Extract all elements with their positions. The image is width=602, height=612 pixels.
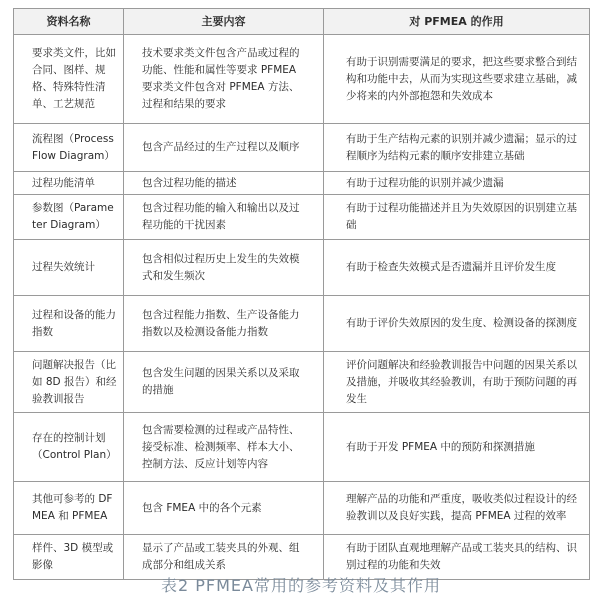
table-row [14, 296, 590, 352]
table-row [14, 124, 590, 172]
cell-content: 显示了产品或工装夹具的外观、组成部分和组成关系 [124, 535, 324, 580]
cell-content: 包含发生问题的因果关系以及采取的措施 [124, 352, 324, 413]
cell-effect: 有助于过程功能描述并且为失效原因的识别建立基础 [324, 195, 590, 240]
cell-effect: 有助于团队直观地理解产品或工装夹具的结构、识别过程的功能和失效 [324, 535, 590, 580]
cell-name: 存在的控制计划（Control Plan） [14, 413, 124, 482]
table-row [14, 172, 590, 195]
table-row [14, 240, 590, 296]
cell-name: 样件、3D 模型或影像 [14, 535, 124, 580]
cell-content: 包含过程功能的输入和输出以及过程功能的干扰因素 [124, 195, 324, 240]
cell-effect: 有助于评价失效原因的发生度、检测设备的探测度 [324, 296, 590, 352]
cell-content: 包含相似过程历史上发生的失效模式和发生频次 [124, 240, 324, 296]
cell-name: 流程图（Process Flow Diagram） [14, 124, 124, 172]
header-effect: 对 PFMEA 的作用 [324, 9, 590, 35]
table-row [14, 352, 590, 413]
table-header-row [14, 9, 590, 35]
cell-content: 包含过程能力指数、生产设备能力指数以及检测设备能力指数 [124, 296, 324, 352]
cell-effect: 评价问题解决和经验教训报告中问题的因果关系以及措施，并吸收其经验教训，有助于预防问题的再发生 [324, 352, 590, 413]
cell-name: 过程失效统计 [14, 240, 124, 296]
cell-content: 包含产品经过的生产过程以及顺序 [124, 124, 324, 172]
cell-effect: 有助于检查失效模式是否遗漏并且评价发生度 [324, 240, 590, 296]
cell-name: 其他可参考的 DFMEA 和 PFMEA [14, 482, 124, 535]
cell-name: 过程和设备的能力指数 [14, 296, 124, 352]
table-row [14, 195, 590, 240]
cell-name: 要求类文件，比如合同、图样、规格、特殊特性清单、工艺规范 [14, 35, 124, 124]
cell-name: 参数图（Parameter Diagram） [14, 195, 124, 240]
cell-effect: 有助于过程功能的识别并减少遗漏 [324, 172, 590, 195]
cell-effect: 有助于识别需要满足的要求，把这些要求整合到结构和功能中去，从而为实现这些要求建立基础，减少将来的内外部抱怨和失效成本 [324, 35, 590, 124]
header-content: 主要内容 [124, 9, 324, 35]
cell-name: 问题解决报告（比如 8D 报告）和经验教训报告 [14, 352, 124, 413]
cell-name: 过程功能清单 [14, 172, 124, 195]
reference-table-container [13, 8, 589, 580]
table-caption: 表2 PFMEA常用的参考资料及其作用 [161, 576, 441, 595]
cell-effect: 有助于生产结构元素的识别并减少遗漏；显示的过程顺序为结构元素的顺序安排建立基础 [324, 124, 590, 172]
cell-effect: 理解产品的功能和严重度，吸收类似过程设计的经验教训以及良好实践，提高 PFMEA 过程的效率 [324, 482, 590, 535]
cell-content: 包含需要检测的过程或产品特性、接受标准、检测频率、样本大小、控制方法、反应计划等内容 [124, 413, 324, 482]
cell-effect: 有助于开发 PFMEA 中的预防和探测措施 [324, 413, 590, 482]
table-row [14, 413, 590, 482]
cell-content: 包含 FMEA 中的各个元素 [124, 482, 324, 535]
table-row [14, 35, 590, 124]
cell-content: 包含过程功能的描述 [124, 172, 324, 195]
reference-table [13, 8, 590, 580]
header-name: 资料名称 [14, 9, 124, 35]
cell-content: 技术要求类文件包含产品或过程的功能、性能和属性等要求 PFMEA 要求类文件包含对 PFMEA 方法、过程和结果的要求 [124, 35, 324, 124]
table-row [14, 482, 590, 535]
